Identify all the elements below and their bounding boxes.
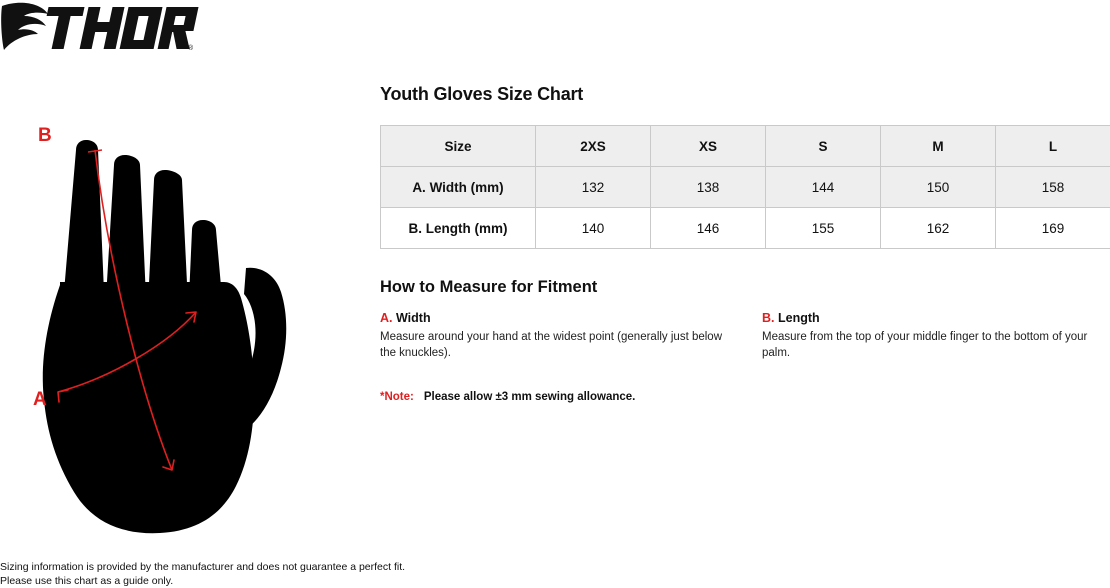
measure-letter: B. (762, 311, 775, 325)
measure-item-b (762, 311, 1110, 361)
brand-logo (0, 0, 200, 58)
page-title: Youth Gloves Size Chart (380, 84, 584, 104)
table-cell: 132 (536, 167, 651, 208)
table-header-cell: Size (381, 126, 536, 167)
table-cell: 150 (881, 167, 996, 208)
table-cell: 144 (766, 167, 881, 208)
measure-name: Width (395, 311, 431, 325)
measure-heading (380, 311, 762, 325)
table-cell: 158 (996, 167, 1110, 208)
table-header-cell: M (881, 126, 996, 167)
row-label: A. Width (mm) (381, 167, 536, 208)
table-cell: 140 (536, 208, 651, 249)
note-text: Please allow ±3 mm sewing allowance. (423, 391, 636, 404)
table-header-cell: 2XS (536, 126, 651, 167)
table-cell: 169 (996, 208, 1110, 249)
measure-letter: A. (380, 311, 393, 325)
note-label: *Note: (380, 391, 414, 404)
table-cell: 155 (766, 208, 881, 249)
table-header-cell: S (766, 126, 881, 167)
thor-helmet-icon (1, 3, 48, 50)
table-cell: 138 (651, 167, 766, 208)
table-header-cell: L (996, 126, 1110, 167)
table-row (381, 167, 1110, 208)
measure-heading (762, 311, 1110, 325)
glove-diagram (0, 110, 360, 540)
note (380, 391, 1110, 403)
disclaimer-line-1: Sizing information is provided by the manufacturer and does not guarantee a perfect fit. (0, 560, 406, 573)
table-header-cell: XS (651, 126, 766, 167)
row-label: B. Length (mm) (381, 208, 536, 249)
measure-name: Length (777, 311, 820, 325)
table-row (381, 208, 1110, 249)
measure-text: Measure from the top of your middle finger to the bottom of your palm. (762, 331, 1088, 359)
size-chart-table (380, 125, 1110, 249)
thor-wordmark (40, 7, 199, 49)
registered-mark: ® (188, 45, 194, 52)
measure-text: Measure around your hand at the widest point (generally just below the knuckles). (380, 331, 723, 359)
disclaimer-line-2: Please use this chart as a guide only. (0, 574, 174, 587)
content-column (380, 84, 1110, 415)
table-cell: 162 (881, 208, 996, 249)
diagram-label-b: B (38, 125, 52, 146)
glove-silhouette (43, 140, 286, 533)
table-header-row (381, 126, 1110, 167)
how-to-measure-title: How to Measure for Fitment (380, 278, 598, 296)
diagram-label-a: A (33, 389, 47, 410)
disclaimer (0, 560, 405, 588)
table-cell: 146 (651, 208, 766, 249)
measure-item-a (380, 311, 762, 361)
measure-columns (380, 311, 1110, 361)
